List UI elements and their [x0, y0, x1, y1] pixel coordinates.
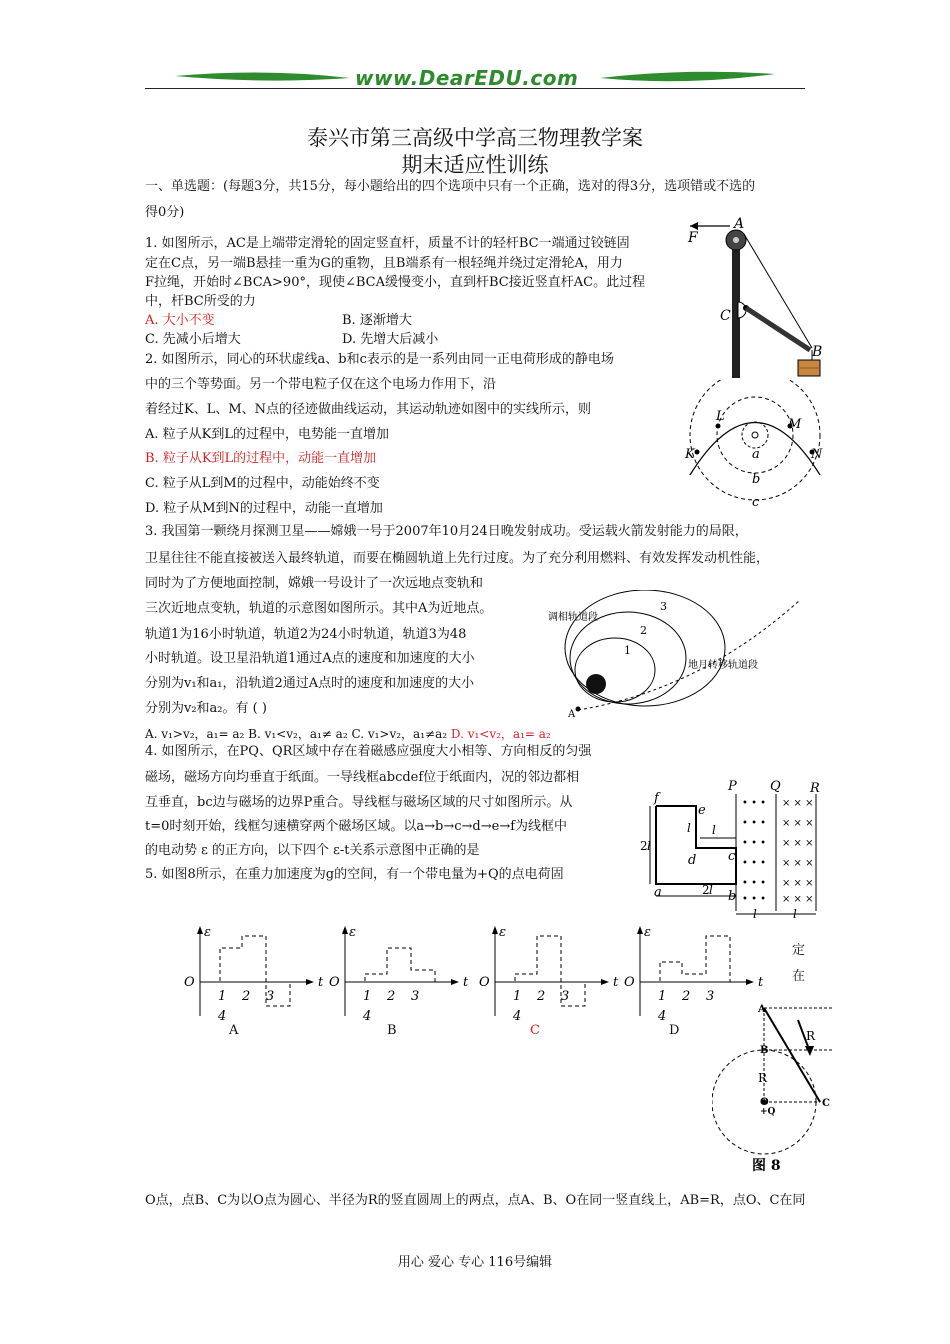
- graph-axis-label: 4: [363, 1009, 372, 1024]
- fig-label: R: [806, 1029, 816, 1043]
- section-heading-cont: 得0分): [145, 205, 185, 220]
- q3-text: 分别为v₁和a₁，沿轨道2通过A点时的速度和加速度的大小: [145, 676, 475, 691]
- graph-axis-label: ε: [499, 925, 506, 940]
- q5-side: 定: [792, 943, 806, 958]
- fig-label: l: [647, 839, 651, 853]
- svg-text:• • •: • • •: [742, 878, 767, 889]
- fig-label: a: [654, 885, 662, 900]
- svg-text:× × ×: × × ×: [782, 838, 814, 849]
- q1-figure: [680, 212, 830, 382]
- graph-axis-label: 1: [658, 989, 667, 1004]
- logo-text: www.DearEDU.com: [355, 66, 579, 90]
- q2-text: 2. 如图所示，同心的环状虚线a、b和c表示的是一系列由同一正电荷形成的静电场: [145, 352, 614, 367]
- graph-axis-label: t: [318, 975, 324, 990]
- q2-text: 着经过K、L、M、N点的径迹做曲线运动，其运动轨迹如图中的实线所示，则: [145, 402, 592, 417]
- q3-text: 三次近地点变轨，轨道的示意图如图所示。其中A为近地点。: [145, 601, 493, 616]
- fig-label: l: [709, 883, 713, 897]
- svg-text:× × ×: × × ×: [782, 894, 814, 905]
- graph-axis-label: 3: [561, 989, 570, 1004]
- fig-label: 地月转移轨道段: [688, 660, 758, 671]
- fig-label: a: [752, 447, 760, 462]
- fig-label: l: [687, 821, 691, 835]
- q3-text: 小时轨道。设卫星沿轨道1通过A点的速度和加速度的大小: [145, 651, 475, 666]
- q3-text: 3. 我国第一颗绕月探测卫星——嫦娥一号于2007年10月24日晚发射成功。受运载火箭发射能力的局限，: [145, 524, 748, 539]
- fig-label: N: [811, 447, 823, 462]
- svg-text:• • •: • • •: [742, 858, 767, 869]
- graph-axis-label: 2: [387, 989, 396, 1004]
- graph-label-c: C: [530, 1023, 540, 1038]
- q2-text: 中的三个等势面。另一个带电粒子仅在这个电场力作用下，沿: [145, 377, 497, 392]
- fig-label: d: [688, 853, 697, 868]
- graph-label-d: D: [669, 1023, 680, 1038]
- graph-axis-label: 4: [218, 1009, 227, 1024]
- svg-text:• • •: • • •: [742, 818, 767, 829]
- graph-axis-label: t: [613, 975, 619, 990]
- q2-option-d: D. 粒子从M到N的过程中，动能一直增加: [145, 501, 383, 516]
- q4-text: 磁场，磁场方向均垂直于纸面。一导线框abcdef位于纸面内，况的邻边都相: [145, 770, 580, 785]
- graph-axis-label: ε: [204, 925, 211, 940]
- q3-text: 分别为v₂和a₂。有 ( ): [145, 701, 267, 716]
- q1-text: 定在C点，另一端B悬挂一重为G的重物，且B端系有一根轻绳并绕过定滑轮A，用力: [145, 256, 623, 271]
- fig-label: A: [568, 709, 576, 720]
- graph-axis-label: 2: [242, 989, 251, 1004]
- svg-text:× × ×: × × ×: [782, 878, 814, 889]
- svg-text:• • •: • • •: [742, 798, 767, 809]
- q5-figure: [712, 1000, 852, 1178]
- graph-axis-label: 3: [411, 989, 420, 1004]
- fig-label: c: [728, 849, 736, 864]
- graph-axis-label: 1: [363, 989, 372, 1004]
- graph-label-a: A: [229, 1023, 239, 1038]
- svg-text:× × ×: × × ×: [782, 858, 814, 869]
- q4-text: t=0时刻开始，线框匀速横穿两个磁场区域。以a→b→c→d→e→f为线框中: [145, 819, 568, 834]
- q4-text: 互垂直，bc边与磁场的边界P重合。导线框与磁场区域的尺寸如图所示。从: [145, 795, 573, 810]
- graph-label-b: B: [387, 1023, 397, 1038]
- q1-option-a: A. 大小不变: [145, 313, 215, 328]
- q3-options-abc: A. v₁>v₂，a₁= a₂ B. v₁<v₂，a₁≠ a₂ C. v₁>v₂，a₁≠a₂: [145, 727, 448, 741]
- q5-text: O点，点B、C为以O点为圆心、半径为R的竖直圆周上的两点，点A、B、O在同一竖直线上，AB=R，点O、C在同: [145, 1193, 806, 1208]
- fig-label: L: [716, 409, 725, 424]
- q2-option-b: B. 粒子从K到L的过程中，动能一直增加: [145, 451, 377, 466]
- q2-figure: [680, 380, 830, 515]
- svg-text:• • •: • • •: [742, 838, 767, 849]
- graph-axis-label: O: [624, 975, 635, 990]
- q4-text: 4. 如图所示，在PQ、QR区域中存在着磁感应强度大小相等、方向相反的匀强: [145, 744, 592, 759]
- q3-options: [145, 725, 551, 743]
- q1-text: 中，杆BC所受的力: [145, 294, 256, 309]
- eps-t-graph: [479, 925, 619, 1024]
- q5-text: 5. 如图8所示，在重力加速度为g的空间，有一个带电量为+Q的点电荷固: [145, 867, 564, 882]
- fig-label: f: [654, 791, 659, 806]
- q3-text: 轨道1为16小时轨道，轨道2为24小时轨道，轨道3为48: [145, 627, 467, 642]
- svg-text:× × ×: × × ×: [782, 818, 814, 829]
- fig-label: l: [712, 823, 716, 837]
- graph-axis-label: t: [463, 975, 469, 990]
- graph-axis-label: t: [758, 975, 764, 990]
- figure-caption: 图 8: [752, 1158, 781, 1174]
- graph-axis-label: O: [479, 975, 490, 990]
- fig-label: c: [752, 495, 760, 510]
- fig-label: P: [728, 779, 737, 794]
- section-heading: 一、单选题：(每题3分，共15分，每小题给出的四个选项中只有一个正确，选对的得3分，选项错或不选的: [145, 179, 756, 194]
- graph-axis-label: 3: [706, 989, 715, 1004]
- q3-figure: [540, 590, 810, 720]
- graph-axis-label: 4: [513, 1009, 522, 1024]
- fig-label: 2: [640, 839, 648, 853]
- fig-label: A: [734, 216, 745, 232]
- q3-text: 同时为了方便地面控制，嫦娥一号设计了一次远地点变轨和: [145, 576, 484, 591]
- fig-label: +Q: [760, 1107, 776, 1117]
- page-title: 泰兴市第三高级中学高三物理教学案: [307, 126, 643, 150]
- fig-label: b: [752, 472, 761, 487]
- page-subtitle: 期末适应性训练: [401, 153, 549, 177]
- q1-text: 1. 如图所示，AC是上端带定滑轮的固定竖直杆，质量不计的轻杆BC一端通过铰链固: [145, 236, 630, 251]
- q4-graphs: [180, 924, 780, 1044]
- fig-label: B: [760, 1045, 769, 1056]
- fig-label: 3: [660, 600, 667, 613]
- q3-option-d: D. v₁<v₂，a₁= a₂: [450, 727, 551, 741]
- fig-label: A: [758, 1004, 766, 1015]
- graph-axis-label: 2: [682, 989, 691, 1004]
- graph-axis-label: ε: [644, 925, 651, 940]
- fig-label: l: [793, 907, 797, 921]
- fig-label: C: [822, 1098, 830, 1109]
- q1-text: F拉绳，开始时∠BCA>90°，现使∠BCA缓慢变小，直到杆BC接近竖直杆AC。此过程: [145, 275, 646, 290]
- fig-label: M: [788, 417, 802, 432]
- fig-label: 1: [624, 644, 631, 657]
- graph-axis-label: O: [184, 975, 195, 990]
- fig-label: K: [685, 447, 695, 462]
- q5-side: 在: [792, 969, 806, 984]
- q2-option-a: A. 粒子从K到L的过程中，电势能一直增加: [145, 427, 389, 442]
- q4-text: 的电动势 ε 的正方向，以下四个 ε-t关系示意图中正确的是: [145, 843, 480, 858]
- graph-axis-label: 1: [218, 989, 227, 1004]
- graph-axis-label: ε: [349, 925, 356, 940]
- fig-label: F: [688, 230, 698, 246]
- eps-t-graph: [184, 925, 324, 1024]
- fig-label: e: [698, 803, 706, 818]
- graph-axis-label: O: [329, 975, 340, 990]
- fig-label: 2: [640, 624, 647, 637]
- fig-label: 调相轨道段: [548, 612, 598, 623]
- fig-label: C: [720, 308, 731, 324]
- q2-option-c: C. 粒子从L到M的过程中，动能始终不变: [145, 476, 380, 491]
- graph-axis-label: 2: [537, 989, 546, 1004]
- graph-axis-label: 1: [513, 989, 522, 1004]
- q1-option-b: B. 逐渐增大: [342, 313, 412, 328]
- graph-axis-label: 4: [658, 1009, 667, 1024]
- q3-text: 卫星往往不能直接被送入最终轨道，而要在椭圆轨道上先行过度。为了充分利用燃料、有效发挥发动机性能，: [145, 551, 770, 566]
- graph-axis-label: 3: [266, 989, 275, 1004]
- fig-label: R: [758, 1071, 768, 1085]
- fig-label: l: [753, 907, 757, 921]
- fig-label: Q: [770, 779, 781, 794]
- fig-label: R: [810, 781, 820, 796]
- svg-text:• • •: • • •: [742, 894, 767, 905]
- fig-label: B: [812, 344, 823, 360]
- fig-label: 2: [702, 883, 710, 897]
- svg-text:× × ×: × × ×: [782, 798, 814, 809]
- fig-label: b: [728, 889, 737, 904]
- q1-option-d: D. 先增大后减小: [342, 332, 439, 347]
- page-footer: 用心 爱心 专心 116号编辑: [397, 1255, 553, 1270]
- eps-t-graph: [329, 925, 469, 1024]
- q1-option-c: C. 先减小后增大: [145, 332, 241, 347]
- q4-figure: [640, 776, 830, 922]
- fig-label: O: [760, 1097, 769, 1108]
